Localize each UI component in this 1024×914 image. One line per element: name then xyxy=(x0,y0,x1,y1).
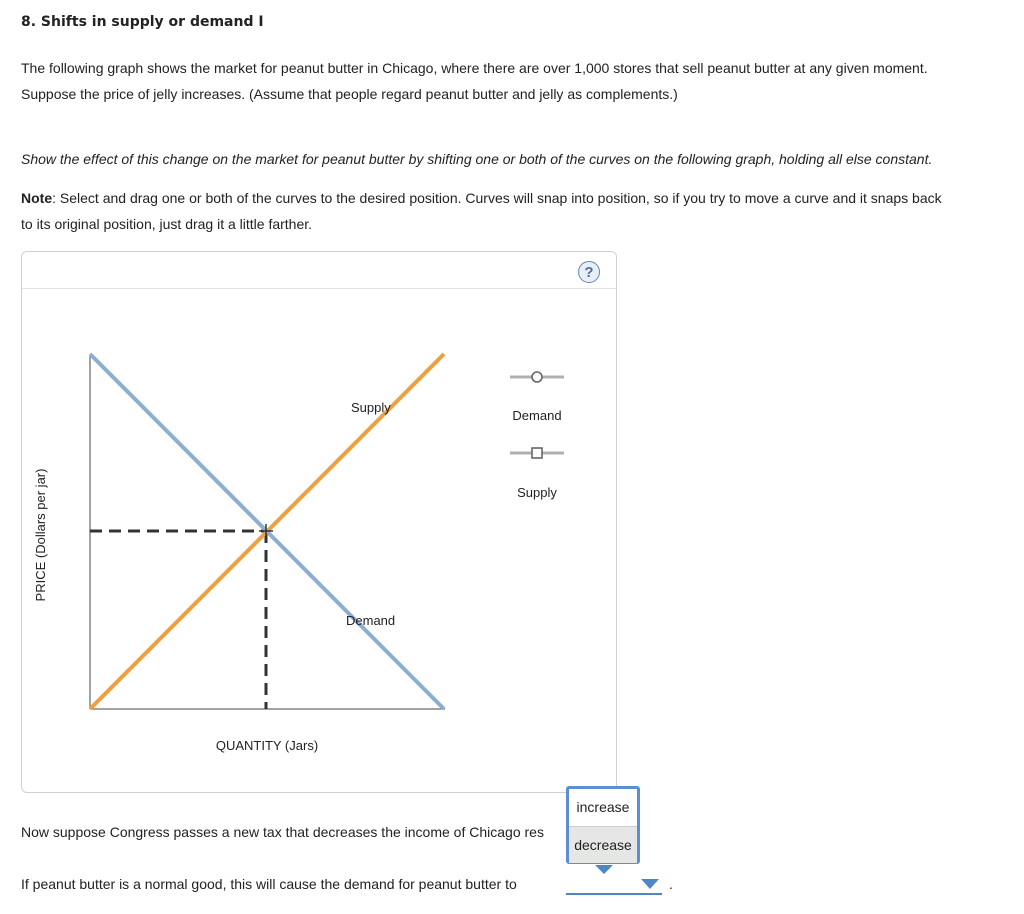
note-text-line-1: : Select and drag one or both of the curves to the desired position. Curves will snap into position, so if you try to move a curve and it snaps back xyxy=(52,190,942,206)
dropdown-option-increase[interactable]: increase xyxy=(576,799,630,815)
instruction-text: Show the effect of this change on the market for peanut butter by shifting one or both of the curves on the following graph, holding all else constant. xyxy=(21,151,933,167)
intro-line-2: Suppose the price of jelly increases. (Assume that people regard peanut butter and jelly as complements.) xyxy=(21,86,678,102)
dropdown-options-list xyxy=(566,786,640,864)
note-text-line-2: to its original position, just drag it a little farther. xyxy=(21,216,313,232)
demand-curve-label: Demand xyxy=(346,613,396,628)
legend-demand-tool[interactable] xyxy=(510,372,564,423)
intro-line-1: The following graph shows the market for peanut butter in Chicago, where there are over 1,000 stores that sell peanut butter at any given moment. xyxy=(21,60,928,76)
legend-supply-tool[interactable] xyxy=(510,448,564,500)
chevron-down-icon[interactable] xyxy=(641,879,659,889)
y-axis-label: PRICE (Dollars per jar) xyxy=(33,468,48,602)
circle-marker-icon xyxy=(532,372,542,382)
followup-period: . xyxy=(669,876,673,892)
demand-change-select[interactable] xyxy=(566,893,662,895)
question-title: 8. Shifts in supply or demand I xyxy=(21,14,264,30)
square-marker-icon xyxy=(532,448,542,458)
dropdown-pointer-icon xyxy=(595,865,613,874)
dropdown-option-decrease[interactable]: decrease xyxy=(569,826,637,863)
legend-demand-label: Demand xyxy=(512,408,562,423)
followup-sentence-1: Now suppose Congress passes a new tax that decreases the income of Chicago res xyxy=(21,824,544,840)
followup-sentence-2-text: If peanut butter is a normal good, this will cause the demand for peanut butter to xyxy=(21,876,517,892)
x-axis-label: QUANTITY (Jars) xyxy=(215,738,319,753)
note-label: Note xyxy=(21,190,53,206)
supply-curve-label: Supply xyxy=(351,400,391,415)
followup-sentence-2 xyxy=(21,871,517,897)
help-icon[interactable]: ? xyxy=(578,261,600,283)
legend-supply-label: Supply xyxy=(517,485,557,500)
